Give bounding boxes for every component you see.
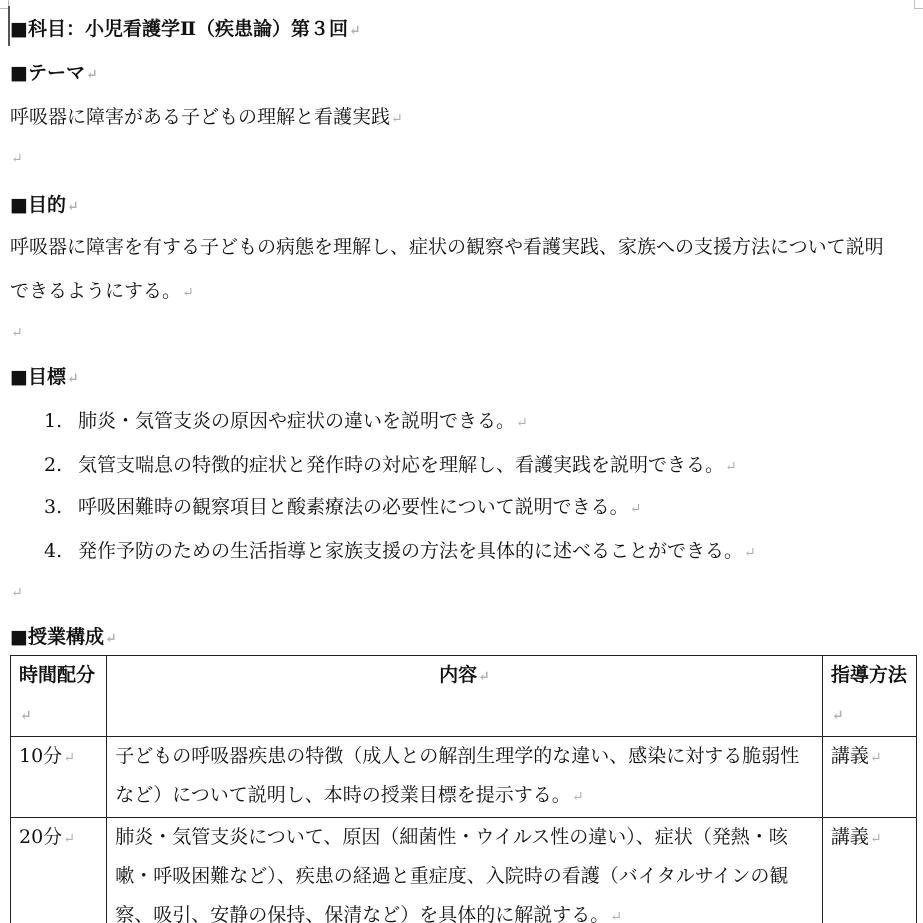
return-mark-icon: ↵ <box>610 909 622 923</box>
return-mark-icon: ↵ <box>869 831 882 847</box>
table-header-row <box>11 656 917 737</box>
empty-paragraph[interactable] <box>10 320 23 342</box>
table-row <box>11 737 917 818</box>
header-method[interactable]: 指導方法↵ <box>822 656 916 737</box>
page-corner-mark-right <box>914 0 923 9</box>
return-mark-icon: ↵ <box>11 585 23 601</box>
return-mark-icon: ↵ <box>516 415 528 431</box>
purpose-text-line1[interactable]: 呼吸器に障害を有する子どもの病態を理解し、症状の観察や看護実践、家族への支援方法について説明 <box>10 236 884 258</box>
return-mark-icon: ↵ <box>63 750 75 766</box>
subject-heading[interactable]: ■科目：小児看護学Ⅱ（疾患論）第３回↵ <box>10 18 361 40</box>
return-mark-icon: ↵ <box>104 631 117 647</box>
return-mark-icon: ↵ <box>63 831 75 847</box>
goal-item[interactable] <box>44 492 641 519</box>
return-mark-icon: ↵ <box>391 111 403 127</box>
return-mark-icon: ↵ <box>478 669 490 685</box>
theme-text[interactable]: 呼吸器に障害がある子どもの理解と看護実践↵ <box>10 106 403 128</box>
cell-time[interactable]: 20分↵ <box>11 818 107 923</box>
return-mark-icon: ↵ <box>11 325 23 341</box>
goal-number: 4. <box>44 540 63 562</box>
goal-number: 2. <box>44 454 63 476</box>
goal-text: 気管支喘息の特徴的症状と発作時の対応を理解し、看護実践を説明できる。 <box>78 454 725 476</box>
return-mark-icon: ↵ <box>20 708 32 724</box>
return-mark-icon: ↵ <box>85 67 98 83</box>
theme-heading[interactable]: ■テーマ↵ <box>10 62 98 84</box>
cell-content[interactable]: 肺炎・気管支炎について、原因（細菌性・ウイルス性の違い）、症状（発熱・咳嗽・呼吸困難など）、疾患の経過と重症度、入院時の看護（バイタルサインの観察、吸引、安静の保持、保清など）を具体的に解説する。↵ <box>107 818 823 923</box>
return-mark-icon: ↵ <box>11 151 23 167</box>
return-mark-icon: ↵ <box>744 545 756 561</box>
cell-time[interactable]: 10分↵ <box>11 737 107 818</box>
empty-paragraph[interactable] <box>10 146 23 168</box>
return-mark-icon: ↵ <box>869 750 882 766</box>
purpose-heading[interactable]: ■目的↵ <box>10 194 79 216</box>
lesson-structure-table <box>10 655 917 923</box>
return-mark-icon: ↵ <box>66 371 79 387</box>
structure-heading[interactable]: ■授業構成↵ <box>10 626 117 648</box>
goal-number: 3. <box>44 496 63 518</box>
return-mark-icon: ↵ <box>66 199 79 215</box>
goal-text: 呼吸困難時の観察項目と酸素療法の必要性について説明できる。 <box>78 496 629 518</box>
goal-text: 発作予防のための生活指導と家族支援の方法を具体的に述べることができる。 <box>78 540 744 562</box>
return-mark-icon: ↵ <box>831 708 844 724</box>
return-mark-icon: ↵ <box>348 23 361 39</box>
return-mark-icon: ↵ <box>182 285 194 301</box>
table-row <box>11 818 917 923</box>
cell-content[interactable]: 子どもの呼吸器疾患の特徴（成人との解剖生理学的な違い、感染に対する脆弱性など）について説明し、本時の授業目標を提示する。↵ <box>107 737 823 818</box>
header-content[interactable]: 内容↵ <box>107 656 823 737</box>
cell-method[interactable]: 講義↵ <box>822 818 916 923</box>
goals-heading[interactable]: ■目標↵ <box>10 366 79 388</box>
goal-item[interactable] <box>44 406 528 433</box>
cell-method[interactable]: 講義↵ <box>822 737 916 818</box>
header-time[interactable]: 時間配分↵ <box>11 656 107 737</box>
return-mark-icon: ↵ <box>571 789 584 805</box>
goal-item[interactable] <box>44 536 756 563</box>
purpose-text-line2[interactable]: できるようにする。↵ <box>10 280 194 302</box>
goal-item[interactable] <box>44 450 737 477</box>
return-mark-icon: ↵ <box>629 501 642 517</box>
goal-text: 肺炎・気管支炎の原因や症状の違いを説明できる。 <box>78 410 516 432</box>
return-mark-icon: ↵ <box>725 459 737 475</box>
empty-paragraph[interactable] <box>10 580 23 602</box>
goal-number: 1. <box>44 410 63 432</box>
